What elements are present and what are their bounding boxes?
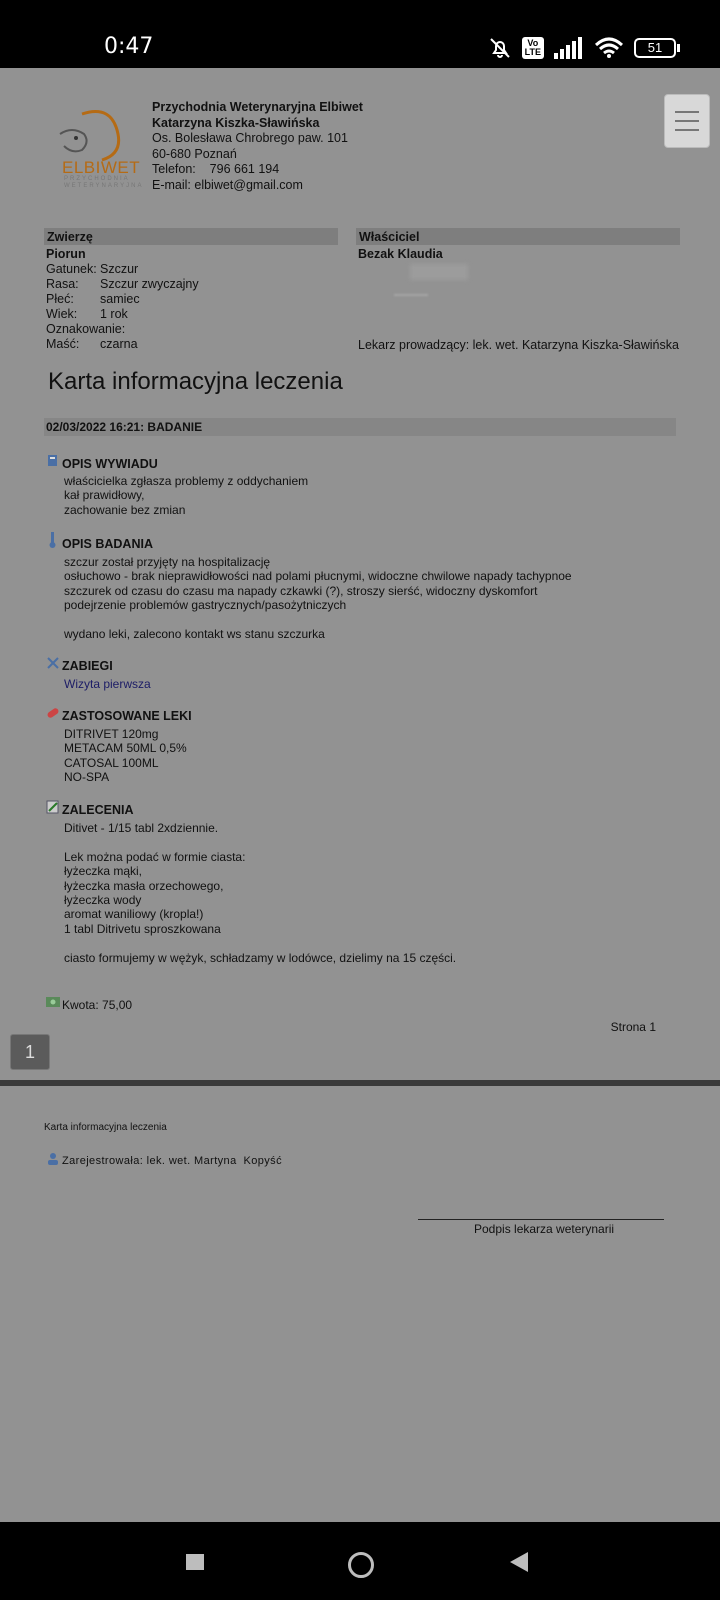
interview-title: OPIS WYWIADU <box>62 457 158 471</box>
medications-body: DITRIVET 120mg METACAM 50ML 0,5% CATOSAL 100ML NO-SPA <box>64 727 187 785</box>
clock: 0:47 <box>104 34 154 59</box>
money-icon <box>46 996 60 1010</box>
clinic-phone: Telefon: 796 661 194 <box>152 162 280 176</box>
signature-line <box>418 1219 664 1220</box>
navigation-bar <box>0 1522 720 1600</box>
examination-body: szczur został przyjęty na hospitalizację osłuchowo - brak nieprawidłowości nad polami płucnymi, widoczne chwilowe napady tachypnoe szczurek od czasu do czasu ma napady czkawki (?), stroszy sierść, widoczny dyskomfort podejrzenie problemów gastrycznych/pasożytniczych wydano leki, zalecono kontakt ws stanu szczurka <box>64 555 572 642</box>
clinic-address-2: 60-680 Poznań <box>152 146 237 161</box>
logo-subtext: PRZYCHODNIA WETERYNARYJNA <box>64 176 144 189</box>
visit-header: 02/03/2022 16:21: BADANIE <box>44 418 676 436</box>
bell-muted-icon <box>488 36 512 60</box>
battery-icon: 51 <box>634 38 676 58</box>
recents-icon[interactable] <box>186 1554 204 1570</box>
attending-doctor: Lekarz prowadzący: lek. wet. Katarzyna Kiszka-Sławińska <box>358 338 679 352</box>
clinic-address-1: Os. Bolesława Chrobrego paw. 101 <box>152 131 348 145</box>
interview-icon <box>46 454 60 471</box>
vet-user-icon <box>46 1152 60 1169</box>
clinic-info <box>152 100 363 193</box>
procedures-link[interactable]: Wizyta pierwsza <box>64 677 151 691</box>
thermometer-icon <box>46 532 58 551</box>
clinic-name: Przychodnia Weterynaryjna Elbiwet <box>152 100 363 114</box>
pill-icon <box>46 706 60 723</box>
document-page-2 <box>0 1086 720 1522</box>
status-bar <box>0 0 720 68</box>
animal-header: Zwierzę <box>44 228 338 245</box>
home-icon[interactable] <box>348 1552 374 1578</box>
recommendations-title: ZALECENIA <box>62 803 134 817</box>
redacted-address <box>410 264 468 280</box>
animal-name: Piorun <box>46 247 86 261</box>
signal-icon <box>554 37 584 59</box>
registered-by: Zarejestrowała: lek. wet. Martyna Kopyść <box>62 1155 282 1167</box>
clinic-email: E-mail: elbiwet@gmail.com <box>152 177 303 192</box>
owner-header: Właściciel <box>356 228 680 245</box>
page2-title: Karta informacyjna leczenia <box>44 1122 167 1133</box>
owner-name: Bezak Klaudia <box>358 247 443 261</box>
volte-icon: Vo LTE <box>522 37 544 59</box>
wifi-icon <box>594 37 624 59</box>
page-number-indicator[interactable]: 1 <box>10 1034 50 1070</box>
logo-text: ELBIWET <box>62 158 141 177</box>
page-label: Strona 1 <box>610 1020 656 1034</box>
recommendations-body: Ditivet - 1/15 tabl 2xdziennie. Lek można podać w formie ciasta: łyżeczka mąki, łyżeczka masła orzechowego, łyżeczka wody aromat waniliowy (kropla!) 1 tabl Ditrivetu sproszkowana ciasto formujemy w wężyk, schładzamy w lodówce, dzielimy na 15 części. <box>64 821 457 965</box>
redacted-line <box>394 294 428 296</box>
document-title: Karta informacyjna leczenia <box>48 368 343 395</box>
amount: Kwota: 75,00 <box>62 998 133 1012</box>
examination-title: OPIS BADANIA <box>62 537 153 551</box>
back-icon[interactable] <box>510 1552 528 1572</box>
clinic-owner: Katarzyna Kiszka-Sławińska <box>152 115 320 130</box>
medications-title: ZASTOSOWANE LEKI <box>62 709 192 723</box>
procedures-title: ZABIEGI <box>62 659 113 673</box>
notepad-icon <box>46 800 60 817</box>
procedures-icon <box>46 656 60 673</box>
signature-label: Podpis lekarza weterynarii <box>474 1222 615 1236</box>
interview-body: właścicielka zgłasza problemy z oddychaniem kał prawidłowy, zachowanie bez zmian <box>64 474 309 517</box>
status-icons <box>488 36 676 60</box>
menu-button[interactable] <box>664 94 710 148</box>
